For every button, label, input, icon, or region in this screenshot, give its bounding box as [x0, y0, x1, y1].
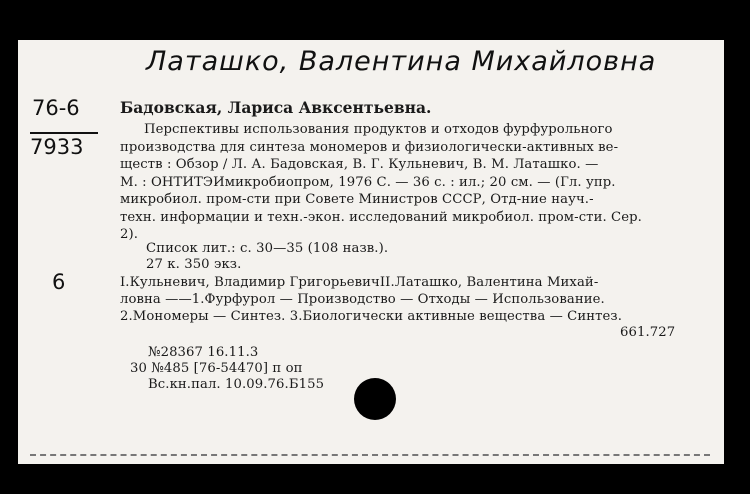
description-line: М. : ОНТИТЭИмикробиопром, 1976 С. — 36 с. : ил.; 20 см. — (Гл. упр.: [120, 174, 616, 190]
bibliography-note: Список лит.: с. 30—35 (108 назв.).: [146, 241, 389, 256]
tracings-line: 2.Мономеры — Синтез. 3.Биологически активные вещества — Синтез.: [120, 309, 623, 324]
tracings-line: ловна ——1.Фурфурол — Производство — Отходы — Использование.: [120, 292, 605, 307]
tracings-line: I.Кульневич, Владимир ГригорьевичII.Латашко, Валентина Михай-: [120, 275, 599, 290]
shelfmark-bottom: 7933: [30, 135, 84, 159]
author-heading: Бадовская, Лариса Авксентьевна.: [120, 98, 432, 117]
control-line: Вс.кн.пал. 10.09.76.Б155: [148, 377, 325, 392]
shelfmark-top: 76-6: [32, 96, 80, 120]
punch-hole: [354, 378, 396, 420]
handwritten-heading: Латашко, Валентина Михайловна: [146, 46, 657, 77]
shelfmark-side: 6: [52, 270, 66, 294]
description-line: микробиол. пром-сти при Совете Министров СССР, Отд-ние науч.-: [120, 192, 594, 207]
catalog-card: [18, 40, 724, 464]
control-line: №28367 16.11.3: [148, 345, 259, 360]
description-line: 2).: [120, 227, 139, 242]
control-line: 30 №485 [76-54470] п оп: [130, 361, 303, 376]
description-line: техн. информации и техн.-экон. исследований микробиол. пром-сти. Сер.: [120, 209, 642, 225]
description-line: производства для синтеза мономеров и физиологически-активных ве-: [120, 139, 619, 155]
bottom-rule: [30, 454, 710, 456]
description-line: Перспективы использования продуктов и отходов фурфурольного: [144, 122, 613, 137]
shelfmark-divider: [30, 132, 98, 134]
description-line: ществ : Обзор / Л. А. Бадовская, В. Г. Кульневич, В. М. Латашко. —: [120, 157, 599, 172]
price-copies: 27 к. 350 экз.: [146, 257, 242, 272]
classification-number: 661.727: [620, 325, 676, 340]
